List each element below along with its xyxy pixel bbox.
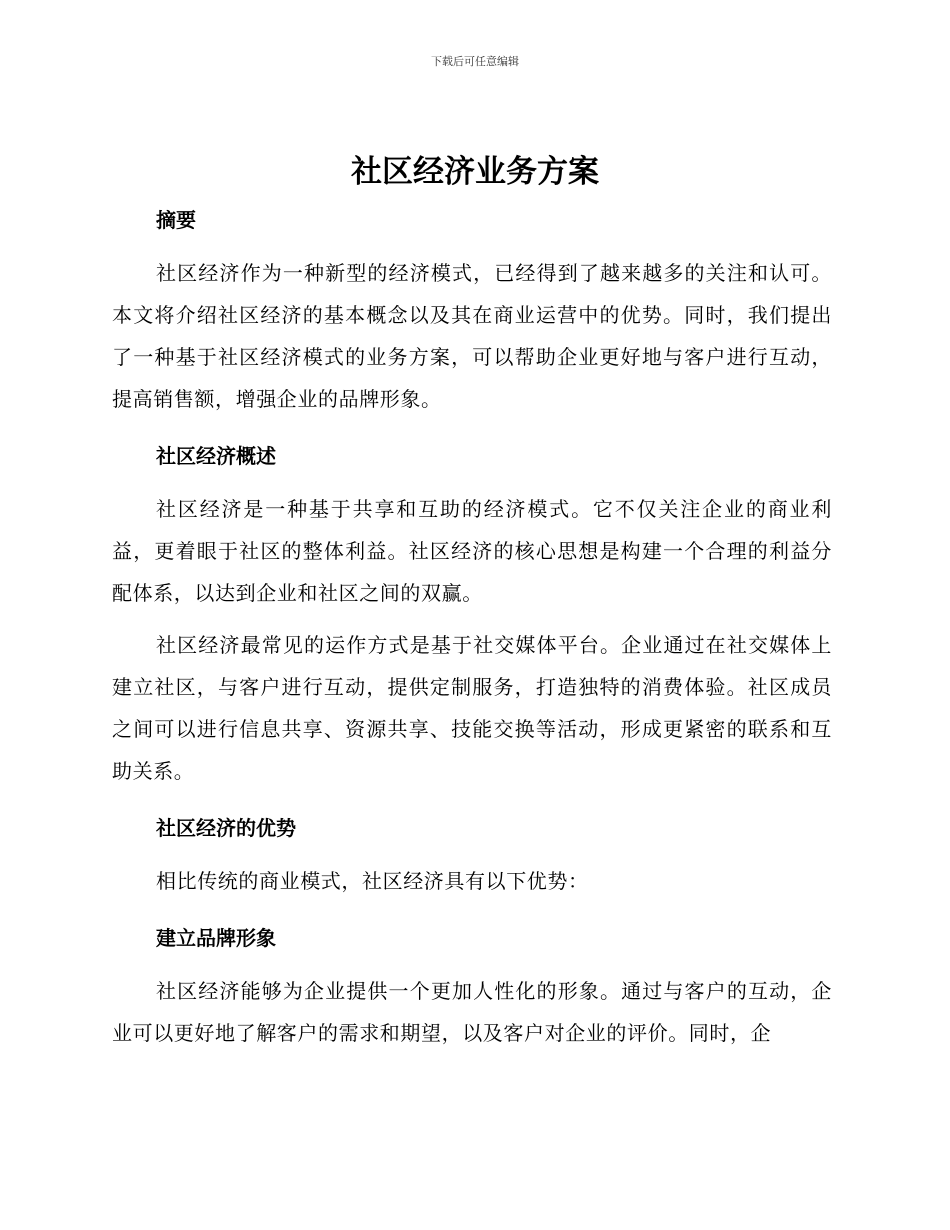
section-heading: 社区经济的优势	[156, 816, 296, 840]
paragraph: 社区经济能够为企业提供一个更加人性化的形象。通过与客户的互动，企业可以更好地了解客户的需求和期望，以及客户对企业的评价。同时，企	[112, 979, 832, 1045]
page-header-note: 下载后可任意编辑	[431, 55, 519, 68]
section-overview	[112, 434, 832, 792]
paragraph: 社区经济作为一种新型的经济模式，已经得到了越来越多的关注和认可。本文将介绍社区经济的基本概念以及其在商业运营中的优势。同时，我们提出了一种基于社区经济模式的业务方案，可以帮助企业更好地与客户进行互动，提高销售额，增强企业的品牌形象。	[112, 261, 832, 411]
paragraph: 相比传统的商业模式，社区经济具有以下优势：	[156, 869, 589, 893]
paragraph: 社区经济是一种基于共享和互助的经济模式。它不仅关注企业的商业利益，更着眼于社区的整体利益。社区经济的核心思想是构建一个合理的利益分配体系，以达到企业和社区之间的双赢。	[112, 497, 832, 605]
section-advantages	[112, 806, 832, 902]
document-title: 社区经济业务方案	[351, 154, 599, 190]
section-heading: 建立品牌形象	[156, 926, 276, 950]
paragraph: 社区经济最常见的运作方式是基于社交媒体平台。企业通过在社交媒体上建立社区，与客户进行互动，提供定制服务，打造独特的消费体验。社区成员之间可以进行信息共享、资源共享、技能交换等活动，形成更紧密的联系和互助关系。	[112, 633, 832, 783]
document-body	[112, 198, 832, 1054]
section-abstract	[112, 198, 832, 420]
section-heading: 摘要	[156, 208, 196, 232]
section-brand-image	[112, 916, 832, 1054]
section-heading: 社区经济概述	[156, 444, 276, 468]
